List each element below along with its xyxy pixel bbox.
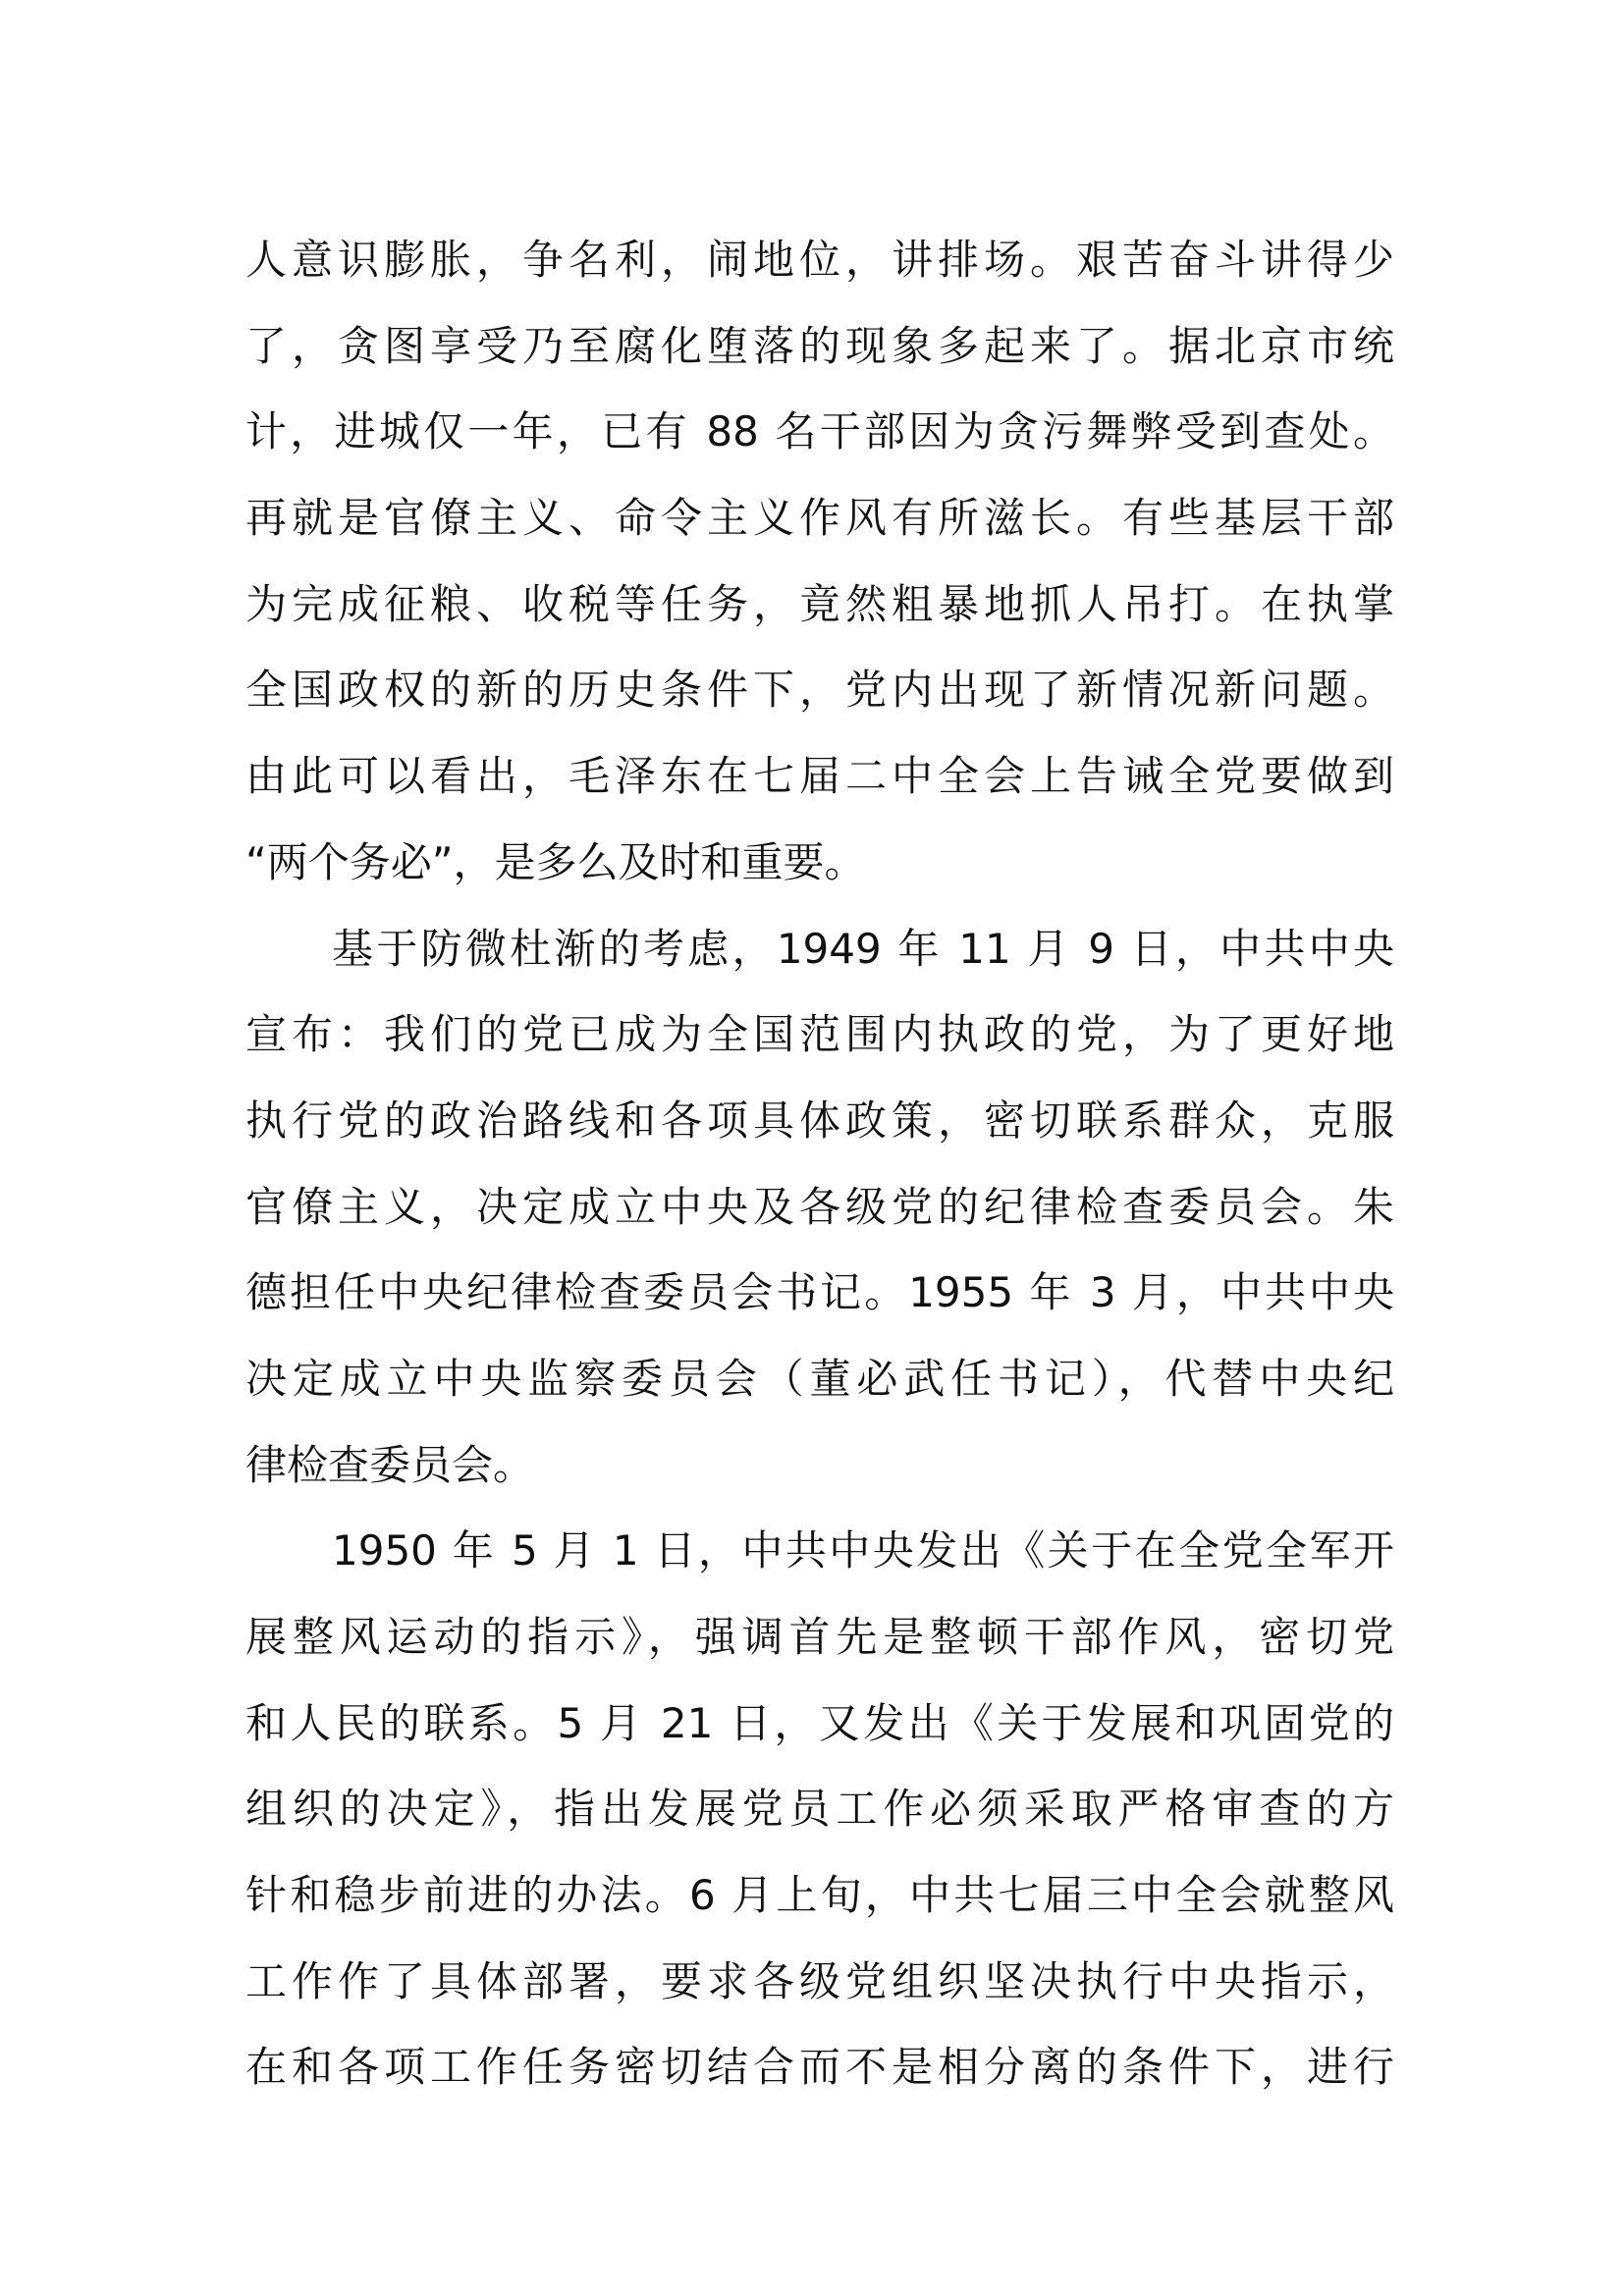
text-line: 1950 年 5 月 1 日，中共中央发出《关于在全党全军开 bbox=[332, 1526, 1394, 1575]
text-line: 计，进城仅一年，已有 88 名干部因为贪污舞弊受到查处。 bbox=[245, 407, 1394, 456]
text-line: 在和各项工作任务密切结合而不是相分离的条件下，进行 bbox=[245, 2043, 1394, 2092]
text-line: 全国政权的新的历史条件下，党内出现了新情况新问题。 bbox=[245, 666, 1394, 715]
text-line: 了，贪图享受乃至腐化堕落的现象多起来了。据北京市统 bbox=[245, 321, 1394, 370]
body-text bbox=[245, 217, 1394, 2110]
text-line: 律检查委员会。 bbox=[245, 1440, 535, 1489]
text-line: 执行党的政治路线和各项具体政策，密切联系群众，克服 bbox=[245, 1095, 1394, 1145]
text-line: 人意识膨胀，争名利，闹地位，讲排场。艰苦奋斗讲得少 bbox=[245, 236, 1394, 284]
text-line: 为完成征粮、收税等任务，竟然粗暴地抓人吊打。在执掌 bbox=[245, 579, 1394, 628]
text-line: 决定成立中央监察委员会（董必武任书记），代替中央纪 bbox=[245, 1354, 1394, 1403]
text-line: 官僚主义，决定成立中央及各级党的纪律检查委员会。朱 bbox=[245, 1182, 1394, 1231]
text-line: 再就是官僚主义、命令主义作风有所滋长。有些基层干部 bbox=[245, 494, 1394, 543]
text-line: 由此可以看出，毛泽东在七届二中全会上告诫全党要做到 bbox=[245, 752, 1394, 801]
text-line: 展整风运动的指示》，强调首先是整顿干部作风，密切党 bbox=[245, 1613, 1394, 1661]
text-line: 基于防微杜渐的考虑，1949 年 11 月 9 日，中共中央 bbox=[332, 924, 1394, 973]
text-line: 针和稳步前进的办法。6 月上旬，中共七届三中全会就整风 bbox=[245, 1871, 1394, 1920]
text-line: 工作作了具体部署，要求各级党组织坚决执行中央指示， bbox=[245, 1956, 1394, 2005]
text-line: 德担任中央纪律检查委员会书记。1955 年 3 月，中共中央 bbox=[245, 1268, 1394, 1317]
text-line: 和人民的联系。5 月 21 日，又发出《关于发展和巩固党的 bbox=[245, 1698, 1394, 1747]
text-line: 组织的决定》，指出发展党员工作必须采取严格审查的方 bbox=[245, 1785, 1394, 1834]
text-line: “两个务必”，是多么及时和重要。 bbox=[245, 837, 866, 886]
text-line: 宣布：我们的党已成为全国范围内执政的党，为了更好地 bbox=[245, 1010, 1394, 1059]
